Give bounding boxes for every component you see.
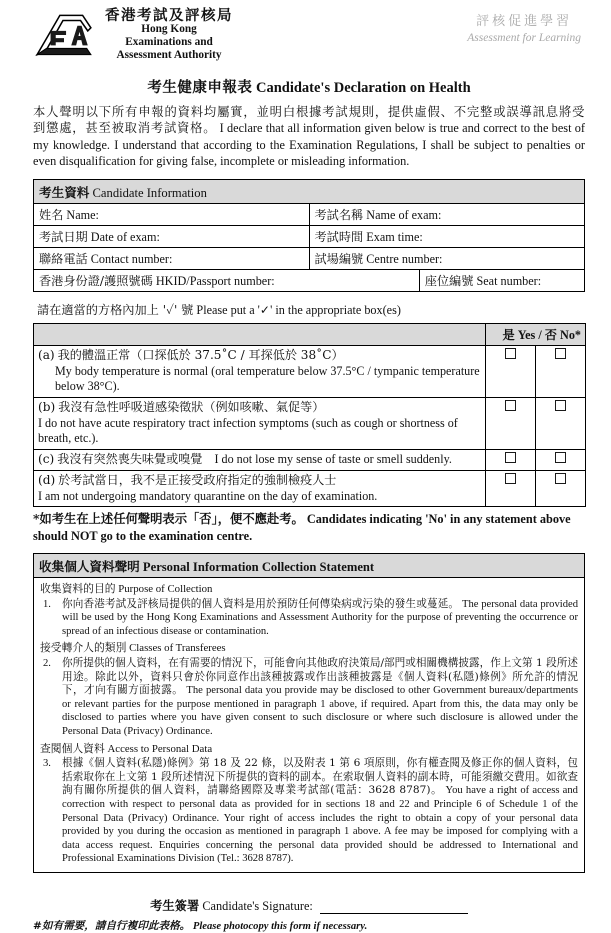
statement-a-label: (a) <box>38 347 55 362</box>
no-answer-warning <box>33 511 585 544</box>
statement-d-no-checkbox[interactable] <box>555 473 566 484</box>
statement-d-no-cell[interactable] <box>536 470 586 506</box>
statement-d-yes-checkbox[interactable] <box>505 473 516 484</box>
pics-paragraph-3-en: You have a right of access and correction with respect to personal data as provided for in sections 18 and 22 and Principle 6 of Schedule 1 of the Personal Data (Privacy) Ordinance. Your right of access includes the right to obtain a copy of your personal data provided by you during the occasion as mentioned in paragraph 1 above. A fee may be imposed for complying with a data access request. Enquiries concerning the personal data provided should be addressed to International and Professional Examinations Division (Tel.: 3628 8787). <box>62 785 578 865</box>
statement-b-yes-checkbox[interactable] <box>505 400 516 411</box>
field-exam-name-label-cn: 考試名稱 <box>314 207 364 222</box>
candidate-information-heading-cn: 考生資料 <box>39 184 90 200</box>
field-exam-date-label-en: Date of exam: <box>90 229 160 244</box>
field-exam-name[interactable] <box>309 203 585 225</box>
pics-header-row <box>34 554 585 578</box>
pics-paragraph-2-cn: 你所提供的個人資料，在有需要的情況下，可能會向其他政府決策局/部門或相關機構披露，作上文第 1 段所述用途。除此以外，資料只會於你同意作出該種披露或作出該種披露是《個人資料(私隱)條例》所允許的情況下，才向有關方面披露。 <box>62 657 578 697</box>
statement-b-no-cell[interactable] <box>536 398 586 450</box>
statement-c-en: I do not lose my sense of taste or smell suddenly. <box>214 452 452 467</box>
pics-transferees-subheading-en: Classes of Transferees <box>129 642 226 655</box>
pics-paragraph-3-number: 3. <box>43 758 51 770</box>
statement-c <box>34 450 486 471</box>
statement-b-yes-cell[interactable] <box>486 398 536 450</box>
field-exam-time[interactable] <box>309 225 585 247</box>
pics-paragraph-2-number: 2. <box>43 658 51 670</box>
field-centre-number[interactable] <box>309 247 585 269</box>
pics-paragraph-1 <box>40 598 578 639</box>
hkeaa-logo-icon <box>33 10 95 60</box>
statement-d-yes-cell[interactable] <box>486 470 536 506</box>
pics-paragraph-1-en: The personal data provided will be used by the Hong Kong Examinations and Assessment Authority for the purpose of preventing the occurrence or spread of an infectious disease or contamination. <box>62 598 578 637</box>
organisation-branding <box>33 8 233 61</box>
candidate-information-table <box>33 179 585 292</box>
candidate-information-section-heading <box>34 179 585 203</box>
statement-a <box>34 345 486 397</box>
yes-no-column-header: 是 Yes / 否 No* <box>486 323 586 345</box>
no-answer-warning-en: Candidates indicating 'No' in any statement above should NOT go to the examination centre. <box>33 512 571 543</box>
pics-paragraph-1-number: 1. <box>43 598 51 610</box>
checkbox-instruction-cn: 請在適當的方格內加上 '✓' 號 <box>37 302 194 317</box>
statement-b-no-checkbox[interactable] <box>555 400 566 411</box>
statement-b-label: (b) <box>38 400 56 415</box>
field-exam-date[interactable] <box>34 225 310 247</box>
field-seat-number-label-cn: 座位編號 <box>424 273 474 288</box>
org-name-en-line2: Examinations and <box>125 35 213 48</box>
field-contact-number[interactable] <box>34 247 310 269</box>
org-name-en-line3: Assessment Authority <box>116 48 222 61</box>
page-title-en: Candidate's Declaration on Health <box>255 80 471 96</box>
field-hkid-label-en: HKID/Passport number: <box>155 273 275 288</box>
declaration-intro <box>33 104 585 170</box>
declaration-intro-en: I declare that all information given below is true and correct to the best of my knowledge. I understand that according to the Examination Regulations, I shall be subject to penalties or even disqualification for giving false, incomplete or misleading information. <box>33 121 585 169</box>
pics-section-heading <box>34 554 585 578</box>
health-declaration-table <box>33 323 586 507</box>
field-hkid-label-cn: 香港身份證/護照號碼 <box>39 273 153 288</box>
pics-access-subheading-en: Access to Personal Data <box>107 742 213 755</box>
statement-d-label: (d) <box>38 472 56 487</box>
table-row <box>34 450 586 471</box>
personal-information-collection-statement <box>33 553 585 873</box>
pics-body-row <box>34 578 585 873</box>
pics-body <box>34 578 585 873</box>
candidate-information-heading-en: Candidate Information <box>92 185 207 200</box>
signature-input-line[interactable] <box>320 901 468 914</box>
statement-a-en: My body temperature is normal (oral temperature below 37.5°C / tympanic temperature below 38°C). <box>55 363 480 394</box>
statement-a-cn: 我的體溫正常（口探低於 37.5˚C / 耳探低於 38˚C） <box>57 347 344 362</box>
declaration-header-spacer <box>34 323 486 345</box>
photocopy-footnote-en: Please photocopy this form if necessary. <box>192 920 368 932</box>
field-name[interactable] <box>34 203 310 225</box>
pics-paragraph-3-cn: 根據《個人資料(私隱)條例》第 18 及 22 條，以及附表 1 第 6 項原則，你有權查閱及修正你的個人資料，包括索取你在上文第 1 段所述情況下所提供的資料的副本。在索取個人資料的副本時，可能須繳交費用。如欲查詢有關你所提供的個人資料，請聯絡國際及專業考試部(電話：3628 8787)。 <box>62 757 578 797</box>
field-contact-number-label-en: Contact number: <box>90 251 173 266</box>
field-centre-number-label-cn: 試場編號 <box>314 251 364 266</box>
candidate-information-header-row <box>34 179 585 203</box>
statement-c-no-cell[interactable] <box>536 450 586 471</box>
statement-c-cn: 我沒有突然喪失味覺或嗅覺 <box>57 452 203 467</box>
signature-row <box>33 896 585 914</box>
field-seat-number[interactable] <box>419 269 584 291</box>
checkbox-instruction-en: Please put a '✓' in the appropriate box(es) <box>196 302 401 317</box>
pics-paragraph-1-cn: 你向香港考試及評核局提供的個人資料是用於預防任何傳染病或污染的發生或蔓延。 <box>62 597 460 610</box>
organisation-motto <box>467 14 581 45</box>
pics-purpose-subheading-cn: 收集資料的目的 <box>40 582 116 596</box>
statement-c-yes-checkbox[interactable] <box>505 452 516 463</box>
pics-purpose-subheading <box>40 582 578 597</box>
table-row <box>34 225 585 247</box>
statement-d-en: I am not undergoing mandatory quarantine on the day of examination. <box>38 488 378 503</box>
pics-transferees-subheading-cn: 接受轉介人的類別 <box>40 641 127 655</box>
declaration-header-row <box>34 323 586 345</box>
table-row <box>34 247 585 269</box>
statement-b <box>34 398 486 450</box>
checkbox-instruction <box>37 301 585 318</box>
pics-transferees-subheading <box>40 641 578 656</box>
pics-paragraph-2-en: The personal data you provide may be disclosed to other Government bureaux/departments or relevant parties for the purpose mentioned in paragraph 1 above, if required. Apart from this, the data may only be disclosed to parties where you have given consent to such disclosure or where such disclosure is allowed under the Personal Data (Privacy) Ordinance. <box>62 685 578 738</box>
motto-cn: 評核促進學習 <box>476 14 573 29</box>
statement-a-yes-checkbox[interactable] <box>505 348 516 359</box>
pics-paragraph-2 <box>40 657 578 738</box>
field-exam-time-label-cn: 考試時間 <box>314 229 364 244</box>
table-row <box>34 398 586 450</box>
pics-access-subheading-cn: 查閱個人資料 <box>40 741 105 755</box>
statement-c-yes-cell[interactable] <box>486 450 536 471</box>
statement-d-cn: 於考試當日，我不是正接受政府指定的強制檢疫人士 <box>58 472 337 487</box>
table-row <box>34 470 586 506</box>
table-row <box>34 345 586 397</box>
photocopy-footnote-cn: #如有需要，請自行複印此表格。 <box>33 919 191 932</box>
statement-b-en: I do not have acute respiratory tract infection symptoms (such as cough or shortness of breath, etc.). <box>38 415 458 446</box>
table-row <box>34 203 585 225</box>
pics-heading-en: Personal Information Collection Statement <box>142 560 375 575</box>
field-centre-number-label-en: Centre number: <box>366 251 443 266</box>
document-header <box>33 8 585 70</box>
statement-a-yes-cell[interactable] <box>486 345 536 397</box>
field-exam-date-label-cn: 考試日期 <box>39 229 88 244</box>
statement-b-cn: 我沒有急性呼吸道感染徵狀（例如咳嗽、氣促等） <box>58 400 325 415</box>
statement-c-label: (c) <box>38 452 55 467</box>
org-name-en-line1: Hong Kong <box>141 23 197 36</box>
photocopy-footnote <box>33 918 585 933</box>
pics-access-subheading <box>40 742 578 757</box>
motto-en: Assessment for Learning <box>467 31 581 44</box>
field-exam-time-label-en: Exam time: <box>366 229 423 244</box>
declaration-intro-cn: 本人聲明以下所有申報的資料均屬實，並明白根據考試規則，提供虛假、不完整或誤導訊息將受到懲處，甚至被取消考試資格。 <box>33 105 585 136</box>
field-name-label-en: Name: <box>66 207 99 222</box>
no-answer-warning-cn: *如考生在上述任何聲明表示「否」，便不應赴考。 <box>33 511 304 527</box>
pics-heading-cn: 收集個人資料聲明 <box>39 559 140 575</box>
statement-a-no-checkbox[interactable] <box>555 348 566 359</box>
table-row <box>34 269 585 291</box>
signature-label-en: Candidate's Signature: <box>202 898 313 913</box>
page-title <box>33 76 585 97</box>
statement-a-no-cell[interactable] <box>536 345 586 397</box>
pics-paragraph-3 <box>40 757 578 865</box>
field-seat-number-label-en: Seat number: <box>476 273 542 288</box>
field-hkid-passport-number[interactable] <box>34 269 420 291</box>
pics-purpose-subheading-en: Purpose of Collection <box>118 583 213 596</box>
field-contact-number-label-cn: 聯絡電話 <box>39 251 88 266</box>
page-title-cn: 考生健康申報表 <box>147 79 253 96</box>
statement-c-no-checkbox[interactable] <box>555 452 566 463</box>
statement-d <box>34 470 486 506</box>
org-name-cn: 香港考試及評核局 <box>105 7 233 24</box>
field-name-label-cn: 姓名 <box>39 207 64 222</box>
signature-label-cn: 考生簽署 <box>150 897 200 913</box>
field-exam-name-label-en: Name of exam: <box>366 207 442 222</box>
